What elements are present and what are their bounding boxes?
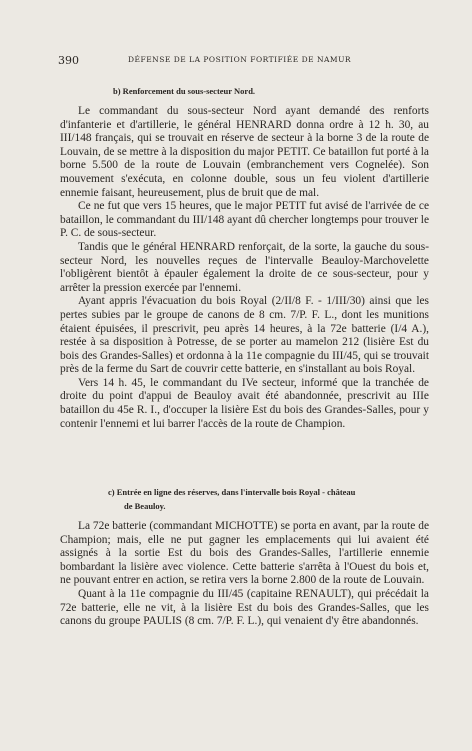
- page-header: [58, 54, 434, 68]
- section-c-heading-line1: c) Entrée en ligne des réserves, dans l'intervalle bois Royal - château: [108, 487, 356, 497]
- running-title: DÉFENSE DE LA POSITION FORTIFIÉE DE NAMUR: [128, 55, 352, 64]
- paragraph: Vers 14 h. 45, le commandant du IVe secteur, informé que la tranchée de droite du point d'appui de Beauloy avait été abandonnée, prescrivit au IIIe bataillon du 45e R. I., d'occuper la lisière Est du bois des Grandes-Salles, pour y contenir l'ennemi et lui barrer l'accès de la route de Champion.: [60, 376, 429, 430]
- section-b-heading: b) Renforcement du sous-secteur Nord.: [113, 86, 256, 96]
- section-b-body: [60, 105, 429, 431]
- section-c-heading-line2: de Beauloy.: [124, 501, 166, 511]
- paragraph: La 72e batterie (commandant MICHOTTE) se porta en avant, par la route de Champion; mais, elle ne put gagner les emplacements qui lui avaient été assignés à la sortie Est du bois des Grandes-Salles, l'artillerie ennemie bombardant la lisière avec violence. Cette batterie s'arrêta à l'Ouest du bois et, ne pouvant entrer en action, se retira vers la borne 2.800 de la route de Louvain.: [60, 520, 429, 587]
- paragraph: Ayant appris l'évacuation du bois Royal (2/II/8 F. - 1/III/30) ainsi que les pertes subies par le groupe de canons de 8 cm. 7/P. F. L., dont les munitions étaient épuisées, il prescrivit, peu après 14 heures, à la 72e batterie (I/4 A.), restée à sa disposition à Potresse, de se porter au mamelon 212 (lisière Est du bois des Grandes-Salles) et ordonna à la 11e compagnie du III/45, qui se trouvait près de la ferme du Sart de couvrir cette batterie, en s'installant au bois Royal.: [60, 295, 429, 376]
- paragraph: Quant à la 11e compagnie du III/45 (capitaine RENAULT), qui précédait la 72e batterie, elle ne vit, à la lisière Est du bois des Grandes-Salles, que les canons du groupe PAULIS (8 cm. 7/P. F. L.), qui venaient d'y être abandonnés.: [60, 587, 429, 628]
- paragraph: Tandis que le général HENRARD renforçait, de la sorte, la gauche du sous-secteur Nord, les nouvelles reçues de l'intervalle Beauloy-Marchovelette l'obligèrent bientôt à épauler également la droite de ce sous-secteur, pour y arrêter la pression exercée par l'ennemi.: [60, 240, 429, 294]
- paragraph: Ce ne fut que vers 15 heures, que le major PETIT fut avisé de l'arrivée de ce bataillon, le commandant du III/148 ayant dû chercher longtemps pour trouver le P. C. de sous-secteur.: [60, 200, 429, 240]
- page-number: 390: [58, 54, 79, 67]
- paragraph: Le commandant du sous-secteur Nord ayant demandé des renforts d'infanterie et d'artillerie, le général HENRARD donna ordre à 12 h. 30, au III/148 français, qui se trouvait en réserve de secteur à la borne 3 de la route de Louvain, de se mettre à la disposition du major PETIT. Ce bataillon fut porté à la borne 5.500 de la route de Louvain (embranchement vers Cognelée). Son mouvement s'exécuta, en colonne double, sous un feu violent d'artillerie ennemie faisant, heureusement, plus de bruit que de mal.: [60, 105, 429, 199]
- section-c-body: [60, 520, 429, 629]
